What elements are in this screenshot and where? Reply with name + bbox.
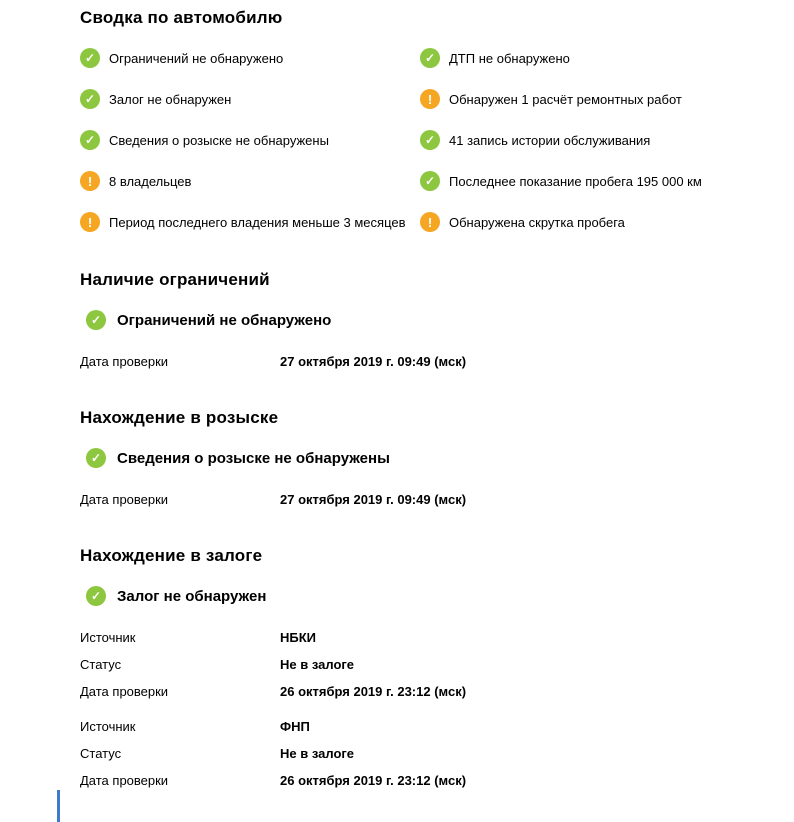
detail-label: Дата проверки	[80, 354, 169, 369]
summary-item-text: Период последнего владения меньше 3 месяцев	[109, 214, 406, 230]
summary-item-text: Сведения о розыске не обнаружены	[109, 132, 329, 148]
detail-value: Не в залоге	[280, 746, 355, 761]
detail-value: ФНП	[280, 719, 310, 734]
detail-row	[80, 492, 778, 508]
restrictions-status-text: Ограничений не обнаружено	[117, 311, 332, 329]
detail-value: Не в залоге	[280, 657, 355, 672]
summary-item	[420, 171, 778, 191]
pledge-status-text: Залог не обнаружен	[117, 587, 267, 605]
detail-label: Дата проверки	[80, 684, 169, 699]
summary-item-text: 8 владельцев	[109, 173, 192, 189]
wanted-status-text: Сведения о розыске не обнаружены	[117, 449, 390, 467]
section-wanted	[80, 408, 778, 508]
restrictions-status	[86, 310, 778, 330]
summary-item	[80, 89, 420, 109]
detail-label: Источник	[80, 630, 136, 645]
summary-item	[80, 48, 420, 68]
summary-column-right	[420, 48, 778, 232]
detail-row	[80, 684, 778, 700]
summary-item-text: Обнаружен 1 расчёт ремонтных работ	[449, 91, 682, 107]
restrictions-title: Наличие ограничений	[80, 270, 270, 289]
check-icon	[80, 89, 100, 109]
summary-item	[80, 130, 420, 150]
wanted-status	[86, 448, 778, 468]
detail-value: 27 октября 2019 г. 09:49 (мск)	[280, 492, 467, 507]
section-summary	[80, 8, 778, 232]
detail-value: 26 октября 2019 г. 23:12 (мск)	[280, 684, 467, 699]
detail-value: НБКИ	[280, 630, 317, 645]
summary-item	[80, 212, 420, 232]
section-restrictions	[80, 270, 778, 370]
summary-checklist	[80, 48, 778, 232]
summary-item-text: Залог не обнаружен	[109, 91, 232, 107]
summary-item-text: Обнаружена скрутка пробега	[449, 214, 625, 230]
pledge-source-group	[80, 630, 778, 700]
check-icon	[86, 448, 106, 468]
warning-icon	[80, 171, 100, 191]
summary-item	[420, 89, 778, 109]
detail-value: 26 октября 2019 г. 23:12 (мск)	[280, 773, 467, 788]
summary-title: Сводка по автомобилю	[80, 8, 283, 27]
detail-label: Источник	[80, 719, 136, 734]
check-icon	[420, 171, 440, 191]
detail-row	[80, 354, 778, 370]
summary-column-left	[80, 48, 420, 232]
check-icon	[80, 130, 100, 150]
summary-item-text: Последнее показание пробега 195 000 км	[449, 173, 702, 189]
check-icon	[86, 586, 106, 606]
detail-row	[80, 746, 778, 762]
summary-item	[420, 130, 778, 150]
detail-label: Дата проверки	[80, 492, 169, 507]
detail-row	[80, 719, 778, 735]
section-pledge	[80, 546, 778, 789]
pledge-status	[86, 586, 778, 606]
summary-item	[420, 48, 778, 68]
pledge-source-group	[80, 719, 778, 789]
detail-value: 27 октября 2019 г. 09:49 (мск)	[280, 354, 467, 369]
check-icon	[420, 130, 440, 150]
warning-icon	[420, 212, 440, 232]
detail-label: Статус	[80, 746, 122, 761]
summary-item-text: 41 запись истории обслуживания	[449, 132, 651, 148]
check-icon	[80, 48, 100, 68]
wanted-title: Нахождение в розыске	[80, 408, 279, 427]
detail-row	[80, 773, 778, 789]
detail-label: Статус	[80, 657, 122, 672]
summary-item-text: ДТП не обнаружено	[449, 50, 570, 66]
check-icon	[420, 48, 440, 68]
warning-icon	[420, 89, 440, 109]
check-icon	[86, 310, 106, 330]
warning-icon	[80, 212, 100, 232]
detail-label: Дата проверки	[80, 773, 169, 788]
detail-row	[80, 657, 778, 673]
pledge-title: Нахождение в залоге	[80, 546, 263, 565]
summary-item	[80, 171, 420, 191]
summary-item-text: Ограничений не обнаружено	[109, 50, 284, 66]
summary-item	[420, 212, 778, 232]
detail-row	[80, 630, 778, 646]
page-left-border	[57, 790, 60, 822]
